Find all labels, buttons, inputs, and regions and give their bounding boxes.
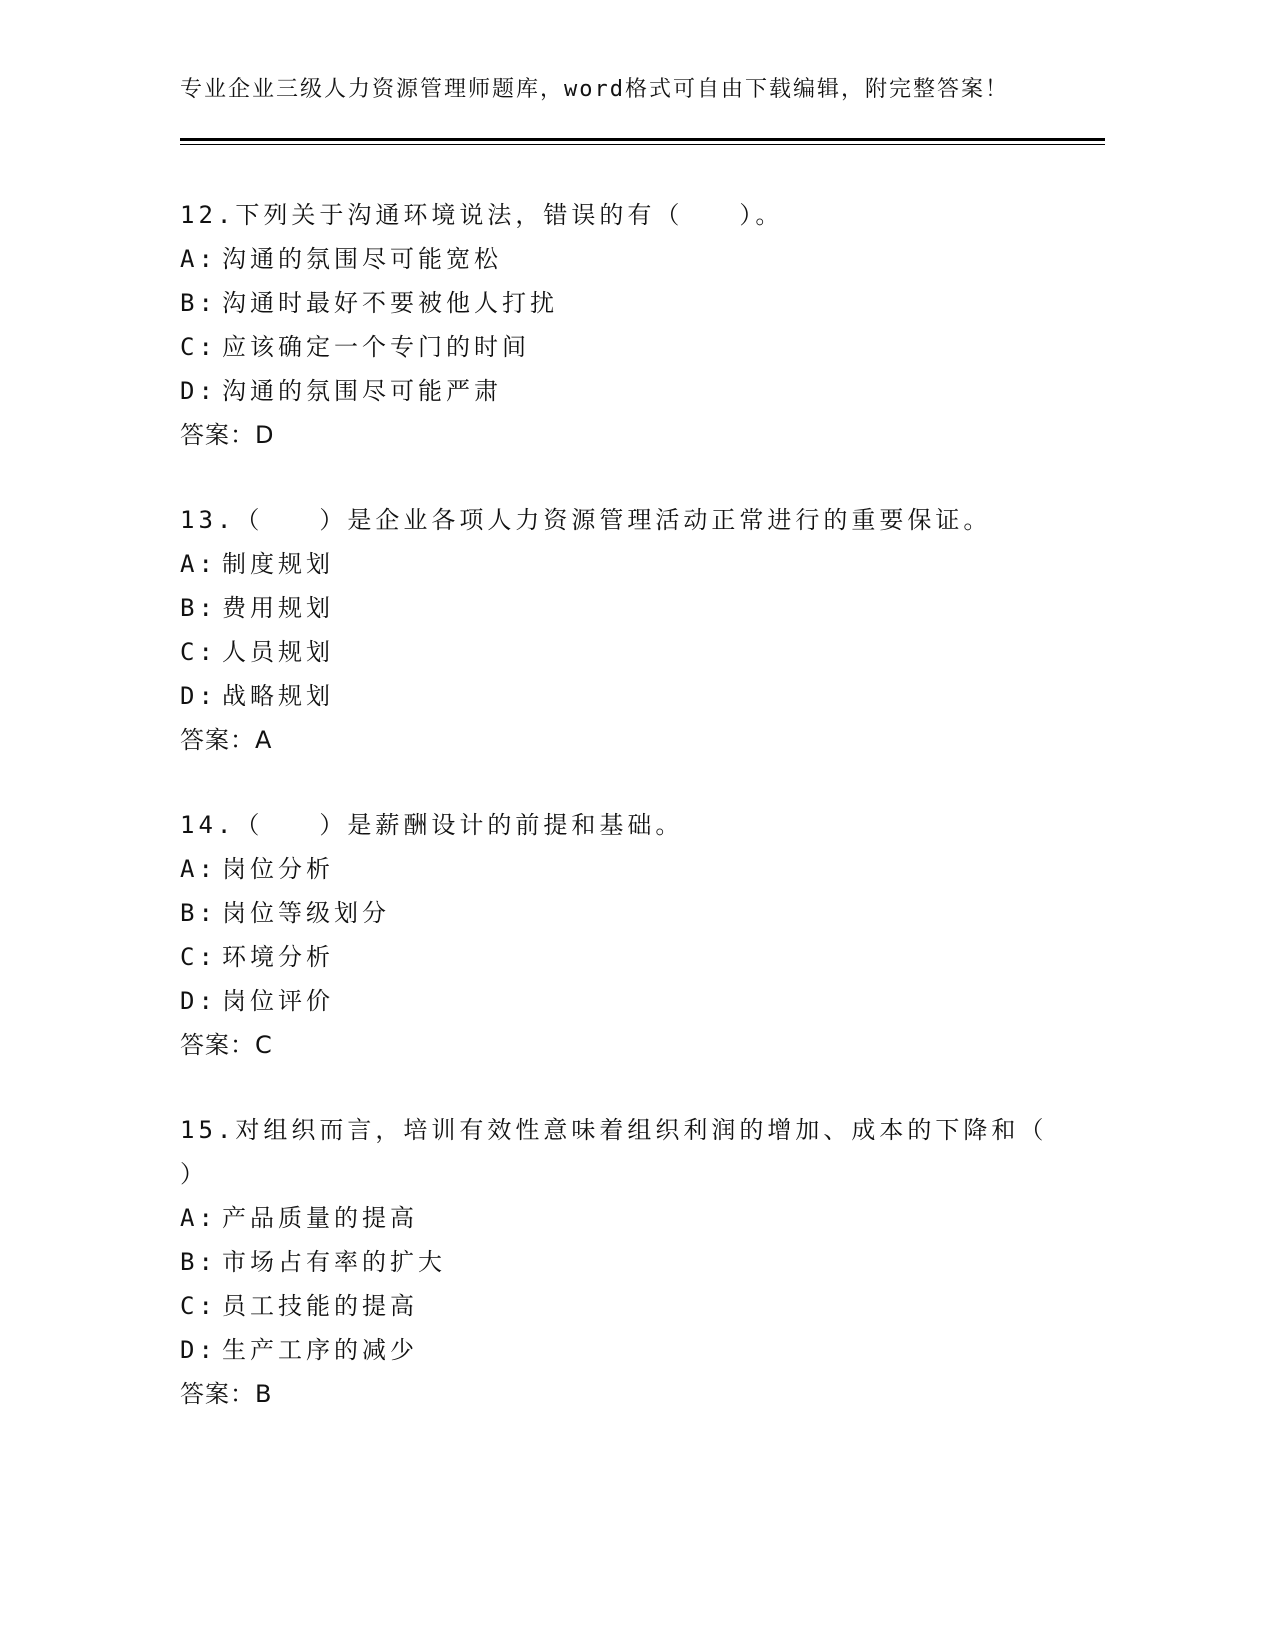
question-stem: 13.（ ）是企业各项人力资源管理活动正常进行的重要保证。	[180, 506, 992, 534]
option-letter: A:	[180, 1204, 217, 1232]
question-stem: 15.对组织而言，培训有效性意味着组织利润的增加、成本的下降和（	[180, 1116, 1048, 1144]
option-letter: A:	[180, 245, 217, 273]
option-letter: A:	[180, 550, 217, 578]
option-text: 产品质量的提高	[222, 1204, 418, 1232]
option-letter: C:	[180, 638, 217, 666]
option-letter: B:	[180, 899, 217, 927]
option-c	[180, 325, 1040, 369]
option-d	[180, 369, 1040, 413]
option-c	[180, 1284, 1040, 1328]
option-letter: C:	[180, 943, 217, 971]
option-text: 费用规划	[222, 594, 334, 622]
question-13	[180, 498, 1040, 762]
option-b	[180, 1240, 1040, 1284]
option-letter: B:	[180, 289, 217, 317]
option-text: 生产工序的减少	[222, 1336, 418, 1364]
option-b	[180, 891, 1040, 935]
option-a	[180, 542, 1040, 586]
option-text: 沟通的氛围尽可能严肃	[222, 377, 502, 405]
option-text: 沟通的氛围尽可能宽松	[222, 245, 502, 273]
answer-line: 答案：A	[180, 726, 273, 754]
option-text: 人员规划	[222, 638, 334, 666]
option-a	[180, 1196, 1040, 1240]
option-a	[180, 237, 1040, 281]
option-text: 环境分析	[222, 943, 334, 971]
option-letter: B:	[180, 594, 217, 622]
option-text: 岗位评价	[222, 987, 334, 1015]
option-letter: D:	[180, 1336, 217, 1364]
option-letter: D:	[180, 377, 217, 405]
question-12	[180, 193, 1040, 457]
option-letter: C:	[180, 333, 217, 361]
header-divider-thin	[180, 144, 1105, 145]
page-header-text: 专业企业三级人力资源管理师题库，word格式可自由下载编辑，附完整答案！	[180, 77, 1009, 102]
option-d	[180, 979, 1040, 1023]
option-c	[180, 935, 1040, 979]
option-text: 应该确定一个专门的时间	[222, 333, 530, 361]
option-d	[180, 1328, 1040, 1372]
option-letter: C:	[180, 1292, 217, 1320]
option-letter: B:	[180, 1248, 217, 1276]
question-stem: 12.下列关于沟通环境说法，错误的有（ ）。	[180, 201, 784, 229]
option-text: 制度规划	[222, 550, 334, 578]
option-text: 沟通时最好不要被他人打扰	[222, 289, 558, 317]
option-text: 岗位分析	[222, 855, 334, 883]
header-divider-thick	[180, 138, 1105, 141]
question-stem: 14.（ ）是薪酬设计的前提和基础。	[180, 811, 684, 839]
option-c	[180, 630, 1040, 674]
option-text: 岗位等级划分	[222, 899, 390, 927]
option-text: 员工技能的提高	[222, 1292, 418, 1320]
answer-line: 答案：C	[180, 1031, 273, 1059]
option-letter: D:	[180, 682, 217, 710]
option-letter: D:	[180, 987, 217, 1015]
question-14	[180, 803, 1040, 1067]
option-b	[180, 281, 1040, 325]
answer-line: 答案：B	[180, 1380, 273, 1408]
question-stem-continuation: ）	[180, 1160, 208, 1188]
option-text: 战略规划	[222, 682, 334, 710]
option-letter: A:	[180, 855, 217, 883]
option-d	[180, 674, 1040, 718]
option-b	[180, 586, 1040, 630]
option-a	[180, 847, 1040, 891]
question-15	[180, 1108, 1048, 1416]
answer-line: 答案：D	[180, 421, 275, 449]
option-text: 市场占有率的扩大	[222, 1248, 446, 1276]
